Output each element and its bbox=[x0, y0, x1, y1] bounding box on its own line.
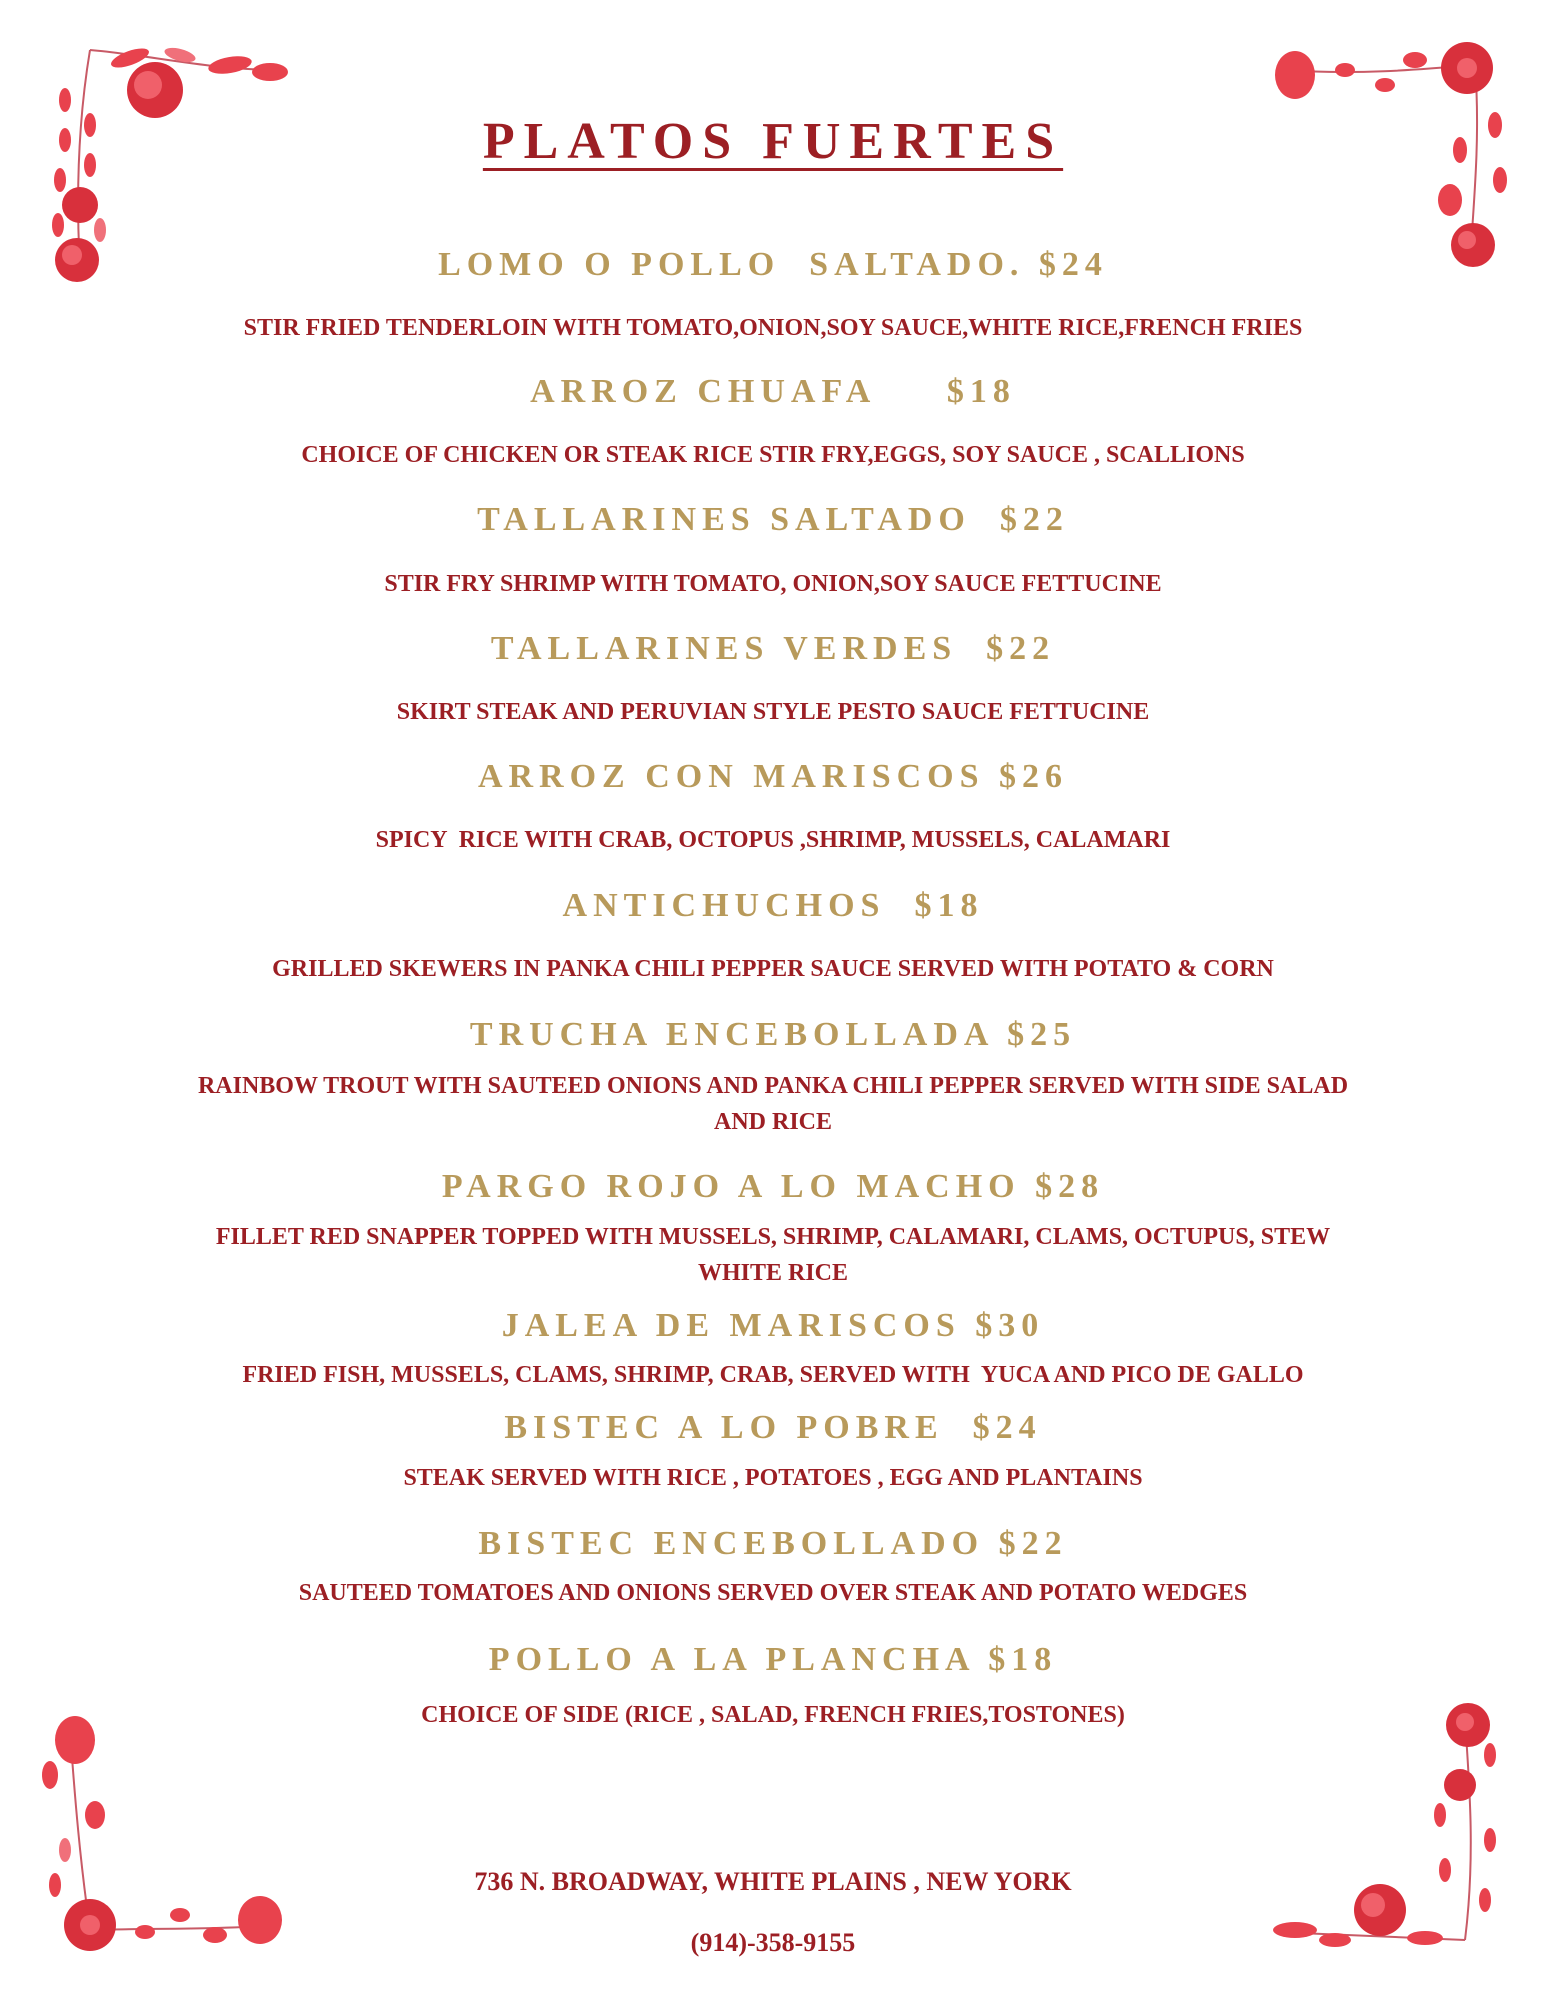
menu-item-name: ARROZ CHUAFA $18 bbox=[530, 373, 1016, 410]
restaurant-address: 736 N. BROADWAY, WHITE PLAINS , NEW YORK bbox=[474, 1867, 1072, 1896]
menu-item-name: BISTEC ENCEBOLLADO $22 bbox=[478, 1525, 1068, 1562]
menu-item-description: SAUTEED TOMATOES AND ONIONS SERVED OVER STEAK AND POTATO WEDGES bbox=[298, 1580, 1248, 1606]
menu-item-description: SKIRT STEAK AND PERUVIAN STYLE PESTO SAUCE FETTUCINE bbox=[396, 699, 1150, 725]
menu-item-description: SPICY RICE WITH CRAB, OCTOPUS ,SHRIMP, MUSSELS, CALAMARI bbox=[375, 827, 1171, 853]
menu-item-description: RAINBOW TROUT WITH SAUTEED ONIONS AND PANKA CHILI PEPPER SERVED WITH SIDE SALAD AND RICE bbox=[197, 1073, 1353, 1135]
menu-item-description: FRIED FISH, MUSSELS, CLAMS, SHRIMP, CRAB, SERVED WITH YUCA AND PICO DE GALLO bbox=[242, 1362, 1304, 1388]
menu-item-description: FILLET RED SNAPPER TOPPED WITH MUSSELS, SHRIMP, CALAMARI, CLAMS, OCTUPUS, STEW WHITE RICE bbox=[215, 1224, 1336, 1286]
menu-item-name: POLLO A LA PLANCHA $18 bbox=[488, 1641, 1058, 1678]
menu-item-description: CHOICE OF CHICKEN OR STEAK RICE STIR FRY,EGGS, SOY SAUCE , SCALLIONS bbox=[301, 442, 1245, 468]
menu-item-name: TALLARINES SALTADO $22 bbox=[477, 501, 1069, 538]
floral-corner-bottom-left-icon bbox=[20, 1700, 300, 1960]
menu-item-description: GRILLED SKEWERS IN PANKA CHILI PEPPER SAUCE SERVED WITH POTATO & CORN bbox=[272, 956, 1274, 982]
menu-item-description: STIR FRIED TENDERLOIN WITH TOMATO,ONION,SOY SAUCE,WHITE RICE,FRENCH FRIES bbox=[243, 315, 1303, 341]
menu-item-description: STIR FRY SHRIMP WITH TOMATO, ONION,SOY SAUCE FETTUCINE bbox=[384, 571, 1162, 597]
menu-item-name: ARROZ CON MARISCOS $26 bbox=[477, 758, 1069, 795]
page-title: PLATOS FUERTES bbox=[482, 113, 1064, 170]
menu-item-name: LOMO O POLLO SALTADO. $24 bbox=[438, 246, 1108, 283]
menu-item-name: TALLARINES VERDES $22 bbox=[490, 630, 1056, 667]
menu-item-name: ANTICHUCHOS $18 bbox=[562, 887, 984, 924]
menu-item-name: JALEA DE MARISCOS $30 bbox=[501, 1307, 1045, 1344]
menu-item-description: CHOICE OF SIDE (RICE , SALAD, FRENCH FRIES,TOSTONES) bbox=[421, 1702, 1125, 1728]
menu-item-name: BISTEC A LO POBRE $24 bbox=[504, 1409, 1042, 1446]
menu-item-name: PARGO ROJO A LO MACHO $28 bbox=[441, 1168, 1105, 1205]
menu-item-name: TRUCHA ENCEBOLLADA $25 bbox=[469, 1016, 1077, 1053]
restaurant-phone: (914)-358-9155 bbox=[690, 1928, 856, 1957]
menu-item-description: STEAK SERVED WITH RICE , POTATOES , EGG AND PLANTAINS bbox=[403, 1465, 1143, 1491]
